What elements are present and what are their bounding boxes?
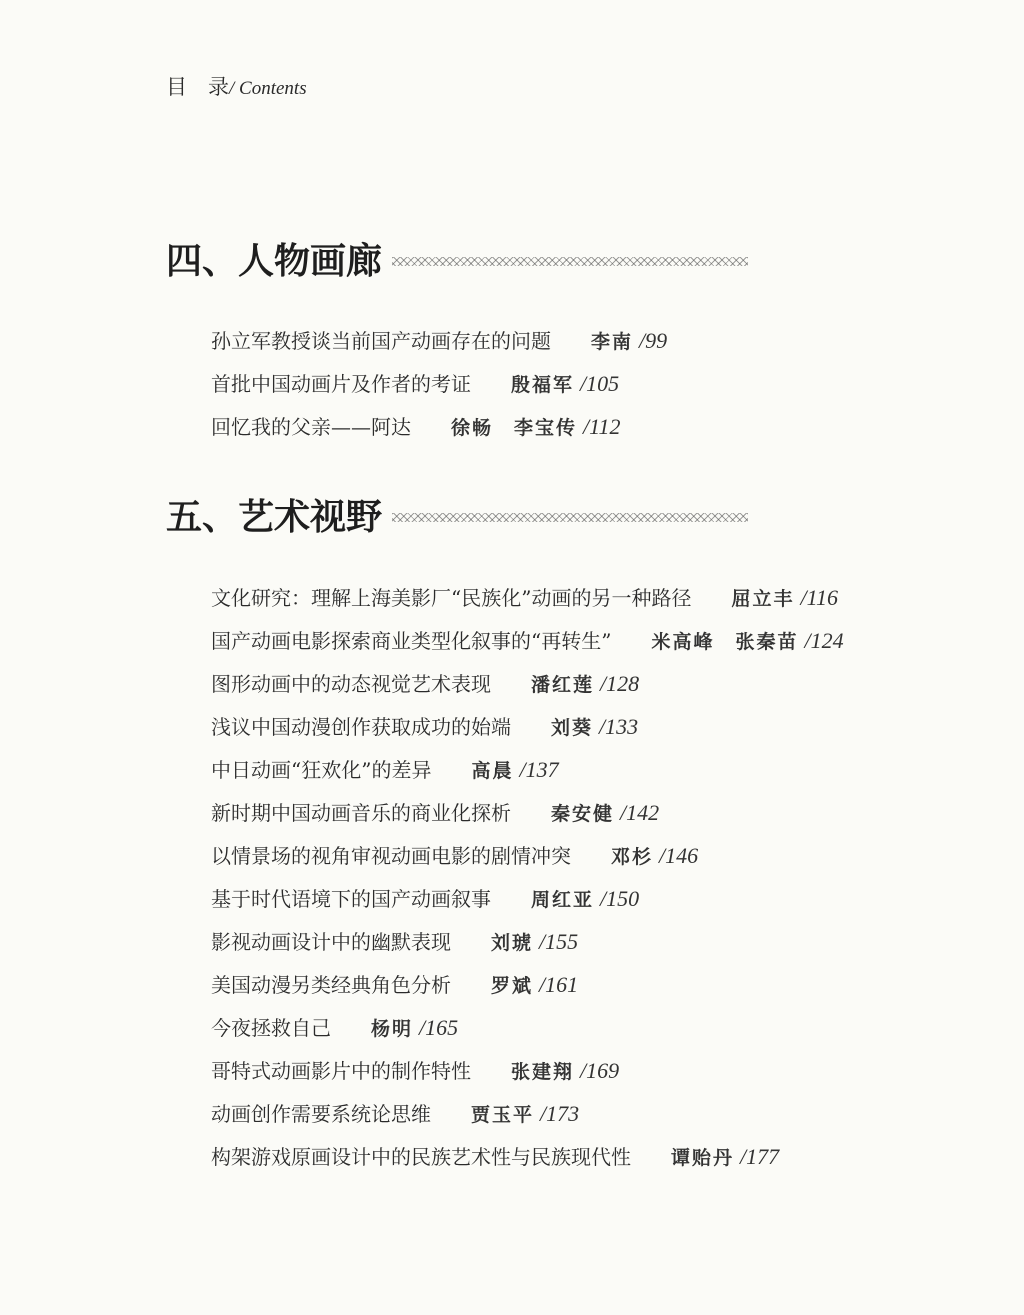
header-title-cn: 目 录 bbox=[166, 75, 229, 99]
entry-title: 基于时代语境下的国产动画叙事 bbox=[211, 887, 491, 911]
entry-page: /177 bbox=[740, 1144, 780, 1169]
toc-entry[interactable] bbox=[211, 877, 866, 920]
entry-title: 动画创作需要系统论思维 bbox=[211, 1102, 431, 1126]
entry-page: /112 bbox=[583, 414, 621, 439]
entry-title: 中日动画“狂欢化”的差异 bbox=[211, 758, 432, 782]
entry-author: 殷福军 bbox=[511, 374, 575, 396]
entry-author: 张建翔 bbox=[511, 1061, 575, 1083]
entry-page: /99 bbox=[639, 328, 668, 353]
toc-entry[interactable] bbox=[211, 619, 866, 662]
entry-page: /128 bbox=[600, 671, 640, 696]
toc-entry[interactable] bbox=[211, 705, 866, 748]
entry-title: 构架游戏原画设计中的民族艺术性与民族现代性 bbox=[211, 1145, 631, 1169]
entry-title: 浅议中国动漫创作获取成功的始端 bbox=[211, 715, 511, 739]
entry-page: /150 bbox=[600, 886, 640, 911]
entry-page: /116 bbox=[800, 585, 838, 610]
toc-entry[interactable] bbox=[211, 1135, 866, 1178]
toc-entry[interactable] bbox=[211, 405, 866, 448]
entry-author: 罗斌 bbox=[491, 975, 534, 997]
section-people-gallery bbox=[166, 238, 866, 448]
section-decorative-rule bbox=[392, 513, 748, 522]
entry-author: 徐畅 李宝传 bbox=[451, 417, 578, 439]
toc-entry[interactable] bbox=[211, 1049, 866, 1092]
toc-entry[interactable] bbox=[211, 1092, 866, 1135]
entry-author: 杨明 bbox=[371, 1018, 414, 1040]
entry-author: 谭贻丹 bbox=[671, 1147, 735, 1169]
toc-entry-list bbox=[166, 576, 866, 1178]
entry-page: /133 bbox=[599, 714, 639, 739]
section-decorative-rule bbox=[392, 257, 748, 266]
entry-title: 影视动画设计中的幽默表现 bbox=[211, 930, 451, 954]
entry-title: 哥特式动画影片中的制作特性 bbox=[211, 1059, 471, 1083]
entry-author: 秦安健 bbox=[551, 803, 615, 825]
entry-page: /142 bbox=[620, 800, 660, 825]
entry-page: /124 bbox=[804, 628, 844, 653]
toc-entry[interactable] bbox=[211, 1006, 866, 1049]
entry-author: 贾玉平 bbox=[471, 1104, 535, 1126]
entry-page: /155 bbox=[539, 929, 579, 954]
toc-entry-list bbox=[166, 319, 866, 448]
page-header bbox=[166, 74, 307, 102]
entry-title: 文化研究：理解上海美影厂“民族化”动画的另一种路径 bbox=[211, 586, 692, 610]
entry-page: /169 bbox=[580, 1058, 620, 1083]
entry-title: 国产动画电影探索商业类型化叙事的“再转生” bbox=[211, 629, 612, 653]
toc-entry[interactable] bbox=[211, 576, 866, 619]
section-title: 五、艺术视野 bbox=[166, 496, 383, 538]
entry-page: /161 bbox=[539, 972, 579, 997]
toc-entry[interactable] bbox=[211, 319, 866, 362]
entry-author: 屈立丰 bbox=[731, 588, 795, 610]
entry-page: /173 bbox=[540, 1101, 580, 1126]
section-heading bbox=[166, 494, 866, 540]
toc-entry[interactable] bbox=[211, 662, 866, 705]
section-heading bbox=[166, 238, 866, 284]
entry-title: 新时期中国动画音乐的商业化探析 bbox=[211, 801, 511, 825]
entry-title: 回忆我的父亲——阿达 bbox=[211, 415, 411, 439]
section-art-vision bbox=[166, 494, 866, 1178]
entry-title: 孙立军教授谈当前国产动画存在的问题 bbox=[211, 329, 551, 353]
toc-entry[interactable] bbox=[211, 791, 866, 834]
entry-title: 首批中国动画片及作者的考证 bbox=[211, 372, 471, 396]
entry-author: 邓杉 bbox=[611, 846, 654, 868]
header-title-en: / Contents bbox=[229, 78, 307, 99]
entry-page: /165 bbox=[419, 1015, 459, 1040]
entry-author: 刘葵 bbox=[551, 717, 594, 739]
section-title: 四、人物画廊 bbox=[166, 240, 383, 282]
toc-entry[interactable] bbox=[211, 362, 866, 405]
entry-title: 图形动画中的动态视觉艺术表现 bbox=[211, 672, 491, 696]
entry-author: 潘红莲 bbox=[531, 674, 595, 696]
entry-author: 米高峰 张秦苗 bbox=[651, 631, 799, 653]
toc-entry[interactable] bbox=[211, 963, 866, 1006]
entry-page: /137 bbox=[519, 757, 559, 782]
entry-title: 以情景场的视角审视动画电影的剧情冲突 bbox=[211, 844, 571, 868]
toc-entry[interactable] bbox=[211, 834, 866, 877]
entry-page: /105 bbox=[580, 371, 620, 396]
entry-author: 周红亚 bbox=[531, 889, 595, 911]
entry-author: 高晨 bbox=[471, 760, 514, 782]
toc-entry[interactable] bbox=[211, 920, 866, 963]
entry-title: 今夜拯救自己 bbox=[211, 1016, 331, 1040]
entry-page: /146 bbox=[659, 843, 699, 868]
toc-entry[interactable] bbox=[211, 748, 866, 791]
entry-author: 李南 bbox=[591, 331, 634, 353]
entry-title: 美国动漫另类经典角色分析 bbox=[211, 973, 451, 997]
entry-author: 刘琥 bbox=[491, 932, 534, 954]
